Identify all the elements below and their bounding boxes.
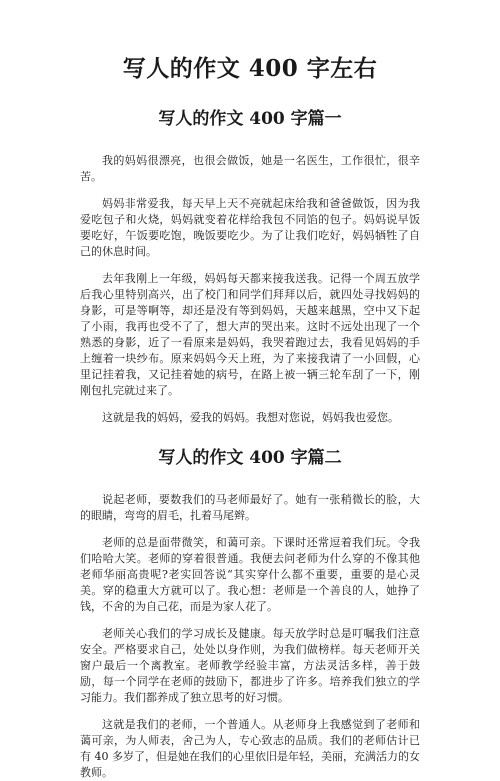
paragraph: 这就是我的妈妈，爱我的妈妈。我想对您说，妈妈我也爱您。	[102, 411, 399, 424]
paragraph: 老师的总是面带微笑，和蔼可亲。下课时还常逗着我们玩。令我们哈哈大笑。老师的穿着很普通。我便去问老师为什么穿的不像其他老师华丽高贵呢?老实回答说“其实穿什么都不重要，重要的是心灵美。穿的稳重大方就可以了。我心想：老师是一个善良的人，她挣了钱，不舍的为自己花，而是为家人花了。	[80, 536, 420, 613]
section-title: 写人的作文 400 字篇二	[158, 448, 342, 468]
paragraph: 我的妈妈很漂亮，也很会做饭，她是一名医生，工作很忙，很辛苦。	[80, 154, 420, 183]
paragraph: 去年我刚上一年级，妈妈每天都来接我送我。记得一个周五放学后我心里特别高兴，出了校门和同学们拜拜以后，就四处寻找妈妈的身影，可是等啊等，却还是没有等到妈妈，天越来越黑，空中又下起了小雨，我再也受不了了，想大声的哭出来。这时不远处出现了一个熟悉的身影，近了一看原来是妈妈，我哭着跑过去，我看见妈妈的手上缠着一块纱布。原来妈妈今天上班，为了来接我请了一小回假，心里记挂着我，又记挂着她的病号，在路上被一辆三轮车刮了一下，刚刚包扎完就过来了。	[80, 272, 420, 397]
section-title: 写人的作文 400 字篇一	[158, 109, 342, 129]
paragraph: 说起老师，要数我们的马老师最好了。她有一张稍微长的脸，大的眼睛，弯弯的眉毛，扎着马尾辫。	[80, 493, 420, 522]
paragraph: 老师关心我们的学习成长及健康。每天放学时总是叮嘱我们注意安全。严格要求自己，处处以身作则，为我们做榜样。每天老师开关窗户最后一个离教室。老师教学经验丰富，方法灵活多样，善于鼓励，每一个同学在老师的鼓励下，都进步了许多。培养我们独立的学习能力。我们都养成了独立思考的好习惯。	[80, 627, 420, 704]
document-page	[0, 50, 500, 779]
paragraph: 妈妈非常爱我，每天早上天不亮就起床给我和爸爸做饭，因为我爱吃包子和火烧，妈妈就变着花样给我包不同馅的包子。妈妈说早饭要吃好，午饭要吃饱，晚饭要吃少。为了让我们吃好，妈妈牺牲了自己的休息时间。	[80, 197, 420, 258]
paragraph: 这就是我们的老师，一个普通人。从老师身上我感觉到了老师和蔼可亲，为人师表，舍己为人，专心致志的品质。我们的老师估计已有 40 多岁了，但是她在我们的心里依旧是年轻，美丽，充满活力的女教师。	[80, 718, 420, 779]
document-title: 写人的作文 400 字左右	[122, 55, 378, 82]
